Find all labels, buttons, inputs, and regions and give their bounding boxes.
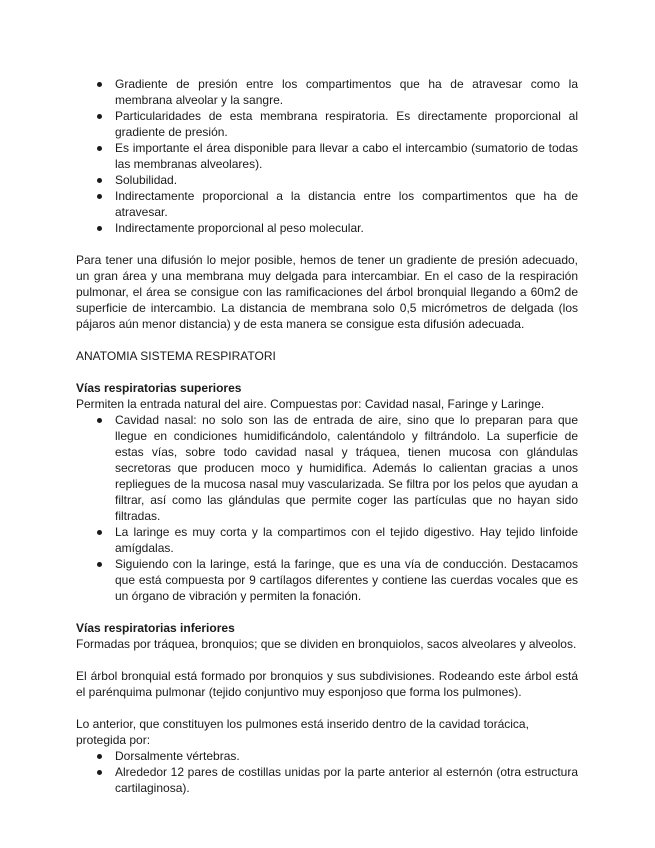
list-item: Dorsalmente vértebras. bbox=[76, 748, 578, 764]
spacer bbox=[76, 332, 578, 348]
heading-vias-inferiores: Vías respiratorias inferiores bbox=[76, 621, 235, 635]
paragraph-cavidad-toracica-line1: Lo anterior, que constituyen los pulmones está inserido dentro de la cavidad torácica, bbox=[76, 717, 529, 731]
paragraph-superiores-intro: Permiten la entrada natural del aire. Compuestas por: Cavidad nasal, Faringe y Laringe. bbox=[76, 397, 545, 411]
list-item: Gradiente de presión entre los compartimentos que ha de atravesar como la membrana alveolar y la sangre. bbox=[76, 76, 578, 108]
paragraph-cavidad-toracica-line2: protegida por: bbox=[76, 733, 151, 747]
section-title: ANATOMIA SISTEMA RESPIRATORI bbox=[76, 349, 276, 363]
factors-list bbox=[76, 76, 578, 236]
list-item: Solubilidad. bbox=[76, 172, 578, 188]
list-item: Cavidad nasal: no solo son las de entrada de aire, sino que lo preparan para que llegue en condiciones humidificándolo, calentándolo y filtrándolo. La superficie de estas vías, sobre todo cavidad nasal y tráquea, tienen mucosa con glándulas secretoras que producen moco y humidifica. Además lo calientan gracias a unos repliegues de la mucosa nasal muy vascularizada. Se filtra por los pelos que ayudan a filtrar, así como las glándulas que permite coger las partículas que no hayan sido filtradas. bbox=[76, 412, 578, 524]
spacer bbox=[76, 652, 578, 668]
list-item: Indirectamente proporcional al peso molecular. bbox=[76, 220, 578, 236]
paragraph-arbol-bronquial: El árbol bronquial está formado por bronquios y sus subdivisiones. Rodeando este árbol está el parénquima pulmonar (tejido conjuntivo muy esponjoso que forma los pulmones). bbox=[76, 669, 578, 699]
document-content bbox=[76, 76, 578, 796]
spacer bbox=[76, 604, 578, 620]
spacer bbox=[76, 236, 578, 252]
list-item: Alrededor 12 pares de costillas unidas por la parte anterior al esternón (otra estructura cartilaginosa). bbox=[76, 764, 578, 796]
list-item: La laringe es muy corta y la compartimos con el tejido digestivo. Hay tejido linfoide amígdalas. bbox=[76, 524, 578, 556]
list-item: Siguiendo con la laringe, está la faringe, que es una vía de conducción. Destacamos que está compuesta por 9 cartílagos diferentes y contiene las cuerdas vocales que es un órgano de vibración y permiten la fonación. bbox=[76, 556, 578, 604]
list-item: Es importante el área disponible para llevar a cabo el intercambio (sumatorio de todas las membranas alveolares). bbox=[76, 140, 578, 172]
proteccion-list bbox=[76, 748, 578, 796]
spacer bbox=[76, 700, 578, 716]
paragraph-difusion: Para tener una difusión lo mejor posible, hemos de tener un gradiente de presión adecuado, un gran área y una membrana muy delgada para intercambiar. En el caso de la respiración pulmonar, el área se consigue con las ramificaciones del árbol bronquial llegando a 60m2 de superficie de intercambio. La distancia de membrana solo 0,5 micrómetros de delgada (los pájaros aún menor distancia) y de esta manera se consigue esta difusión adecuada. bbox=[76, 253, 578, 331]
list-item: Particularidades de esta membrana respiratoria. Es directamente proporcional al gradiente de presión. bbox=[76, 108, 578, 140]
spacer bbox=[76, 364, 578, 380]
superiores-list bbox=[76, 412, 578, 604]
paragraph-inferiores-intro: Formadas por tráquea, bronquios; que se dividen en bronquiolos, sacos alveolares y alveolos. bbox=[76, 637, 577, 651]
list-item: Indirectamente proporcional a la distancia entre los compartimentos que ha de atravesar. bbox=[76, 188, 578, 220]
heading-vias-superiores: Vías respiratorias superiores bbox=[76, 381, 242, 395]
